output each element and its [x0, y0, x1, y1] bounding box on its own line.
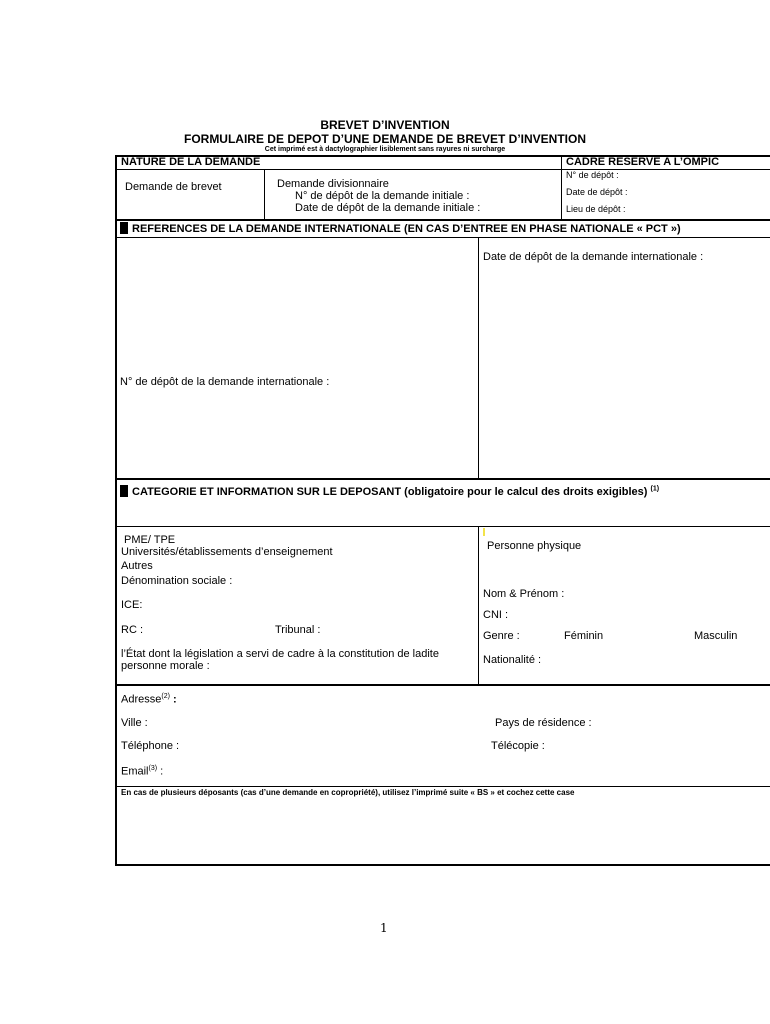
ref-heading-bottom: [116, 237, 770, 238]
autres-option[interactable]: Autres: [121, 560, 153, 572]
feminin-option[interactable]: Féminin: [564, 630, 604, 642]
plusieurs-deposants-note: En cas de plusieurs déposants (cas d’une demande en copropriété), utilisez l’imprimé suite « BS » et cochez cette case: [121, 788, 575, 797]
references-heading: REFERENCES DE LA DEMANDE INTERNATIONALE (EN CAS D’ENTREE EN PHASE NATIONALE « PCT »): [120, 222, 681, 235]
telephone-field[interactable]: Téléphone :: [121, 740, 180, 752]
rc-field[interactable]: RC :: [121, 624, 143, 636]
form-title: BREVET D’INVENTION: [320, 118, 450, 132]
adresse-note-ref: (2): [161, 693, 170, 700]
address-bottom: [116, 786, 770, 787]
cat-bottom: [116, 684, 770, 686]
date-depot-initiale-field[interactable]: Date de dépôt de la demande initiale :: [295, 202, 481, 214]
tribunal-field[interactable]: Tribunal :: [275, 624, 321, 636]
ice-field[interactable]: ICE:: [121, 599, 143, 611]
personne-physique-option[interactable]: Personne physique: [487, 540, 582, 552]
ompic-date-depot: Date de dépôt :: [566, 187, 628, 197]
ville-field[interactable]: Ville :: [121, 717, 148, 729]
nationalite-field[interactable]: Nationalité :: [483, 654, 542, 666]
telecopie-field[interactable]: Télécopie :: [491, 740, 545, 752]
yellow-mark: [483, 528, 485, 536]
cat-divider: [478, 526, 479, 684]
no-depot-int-field[interactable]: N° de dépôt de la demande internationale :: [120, 376, 330, 388]
form-instruction: Cet imprimé est à dactylographier lisiblement sans rayures ni surcharge: [264, 146, 506, 153]
demande-brevet-option[interactable]: Demande de brevet: [125, 181, 222, 193]
pays-residence-field[interactable]: Pays de résidence :: [495, 717, 592, 729]
categorie-note-ref: (1): [650, 485, 660, 493]
ref-bottom: [116, 478, 770, 480]
section-marker-icon: [120, 222, 128, 234]
denomination-field[interactable]: Dénomination sociale :: [121, 575, 233, 587]
nature-heading: NATURE DE LA DEMANDE: [121, 156, 261, 168]
genre-label: Genre :: [483, 630, 520, 642]
ompic-no-depot: N° de dépôt :: [566, 170, 619, 180]
form-bottom: [116, 864, 770, 866]
nature-bottom: [116, 219, 770, 221]
section-marker-icon: [120, 485, 128, 497]
universites-option[interactable]: Universités/établissements d’enseignement: [121, 546, 333, 558]
ompic-lieu-depot: Lieu de dépôt :: [566, 204, 626, 214]
pme-tpe-option[interactable]: PME/ TPE: [124, 534, 176, 546]
ompic-heading: CADRE RESERVE A L’OMPIC: [566, 156, 720, 168]
header-divider: [116, 169, 770, 170]
no-depot-initiale-field[interactable]: N° de dépôt de la demande initiale :: [295, 190, 470, 202]
nom-prenom-field[interactable]: Nom & Prénom :: [483, 588, 565, 600]
ref-divider: [478, 237, 479, 478]
categorie-heading: CATEGORIE ET INFORMATION SUR LE DEPOSANT (obligatoire pour le calcul des droits exigibles) $^{(1)}$: [120, 485, 659, 498]
page-number: 1: [380, 921, 388, 935]
email-note-ref: (3): [148, 765, 158, 772]
nature-divider: [264, 169, 265, 219]
form-subtitle: FORMULAIRE DE DEPOT D’UNE DEMANDE DE BREVET D’INVENTION: [183, 132, 587, 146]
email-field[interactable]: Email$^{(3)}$ :: [121, 765, 164, 778]
date-depot-int-field[interactable]: Date de dépôt de la demande internationale :: [483, 251, 704, 263]
demande-divisionnaire-option[interactable]: Demande divisionnaire: [277, 178, 389, 190]
adresse-field[interactable]: Adresse$^{(2)}$ :: [121, 693, 177, 706]
etat-legislation-field[interactable]: l’État dont la législation a servi de cadre à la constitution de ladite: [121, 648, 439, 660]
masculin-option[interactable]: Masculin: [694, 630, 738, 642]
ompic-divider: [561, 155, 562, 219]
left-border: [115, 155, 117, 866]
cni-field[interactable]: CNI :: [483, 609, 509, 621]
cat-heading-bottom: [116, 526, 770, 527]
etat-legislation-field-line2: personne morale :: [121, 660, 210, 672]
